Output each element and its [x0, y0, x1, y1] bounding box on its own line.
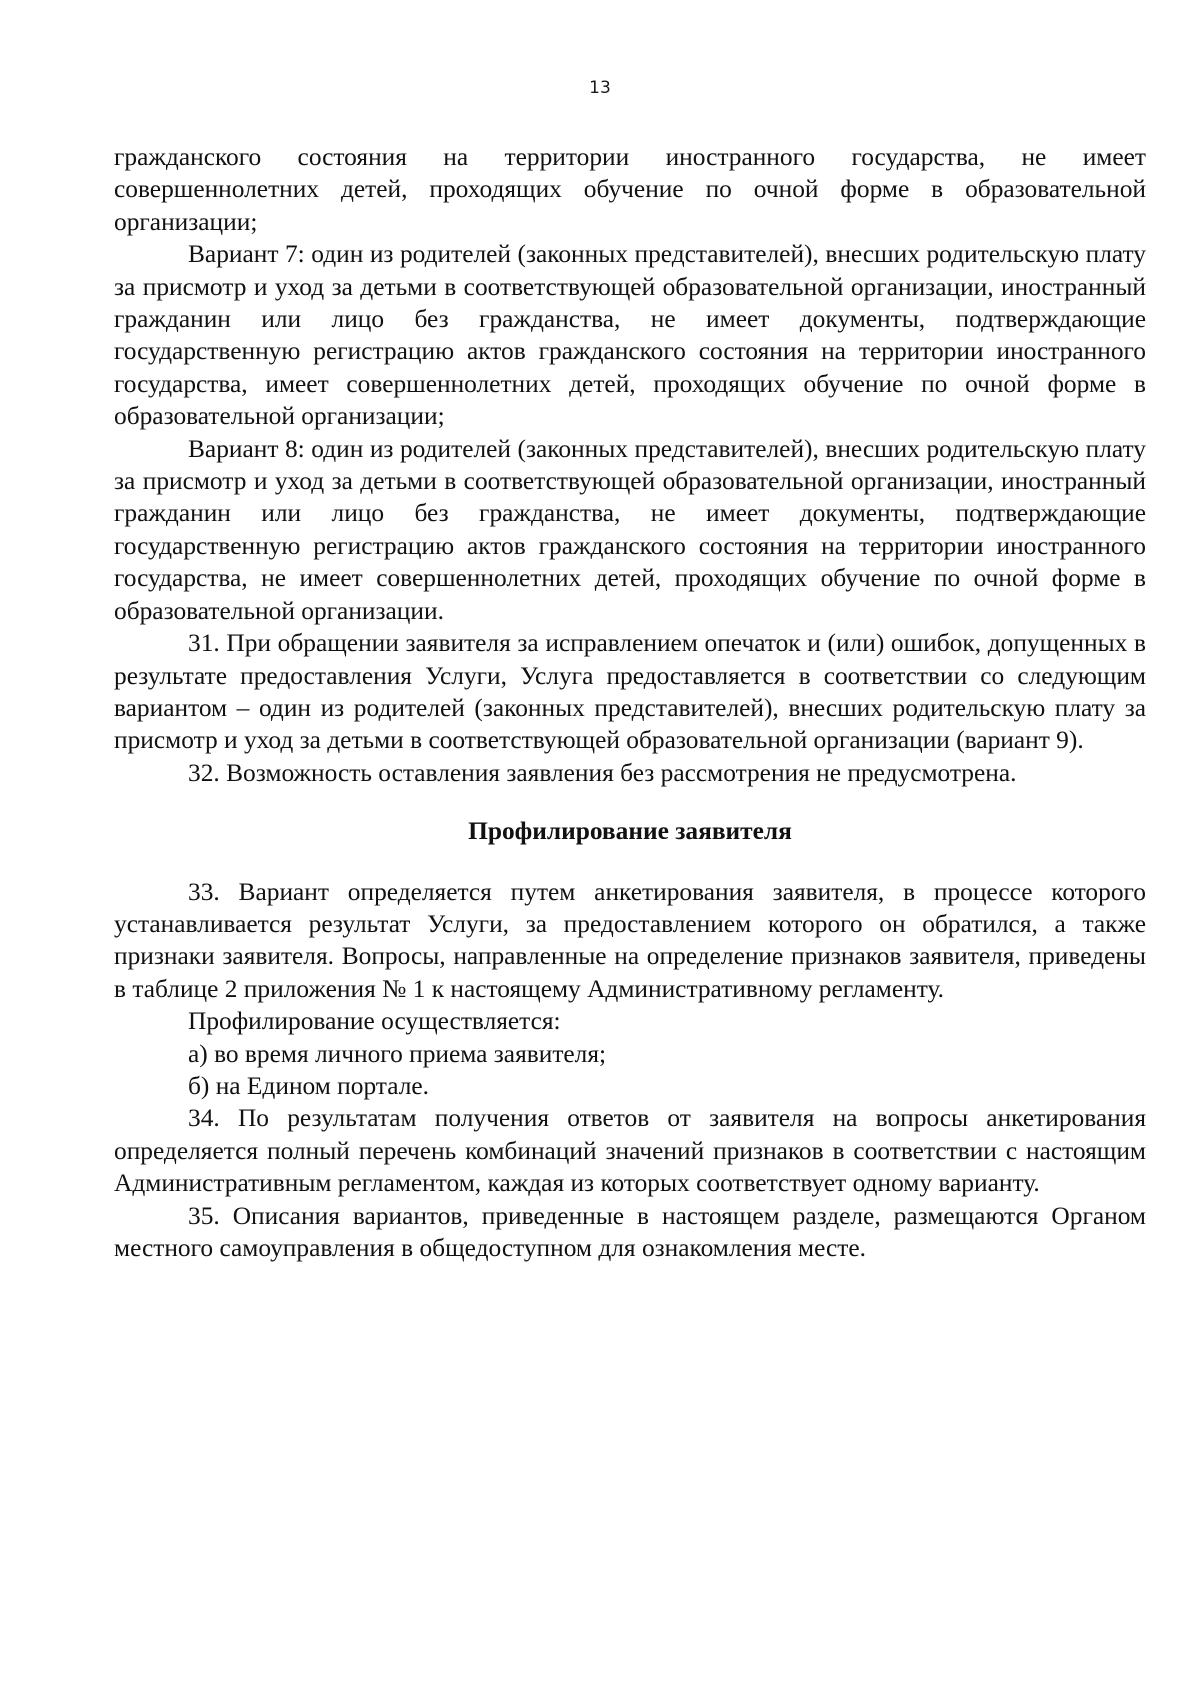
paragraph-profiling-intro: Профилирование осуществляется: [188, 1007, 561, 1036]
section-heading: Профилирование заявителя [468, 817, 792, 846]
paragraph-variant-8: Вариант 8: один из родителей (законных представителей), внесших родительскую плату за присмотр и уход за детьми в соответствующей образовательной организации, иностранный гражданин или лицо без гражданства, не имеет документы, подтверждающие государственную регистрацию актов гражданского состояния на территории иностранного государства, не имеет совершеннолетних детей, проходящих обучение по очной форме в образовательной организации. [114, 434, 1146, 625]
list-item-b: б) на Едином портале. [188, 1071, 429, 1100]
page-body [114, 141, 1146, 1264]
paragraph-35: 35. Описания вариантов, приведенные в настоящем разделе, размещаются Органом местного самоуправления в общедоступном для ознакомления месте. [114, 1201, 1146, 1262]
paragraph-variant-7: Вариант 7: один из родителей (законных представителей), внесших родительскую плату за присмотр и уход за детьми в соответствующей образовательной организации, иностранный гражданин или лицо без гражданства, не имеет документы, подтверждающие государственную регистрацию актов гражданского состояния на территории иностранного государства, имеет совершеннолетних детей, проходящих обучение по очной форме в образовательной организации; [114, 240, 1146, 431]
list-item-a: а) во время личного приема заявителя; [188, 1039, 607, 1068]
paragraph-32: 32. Возможность оставления заявления без рассмотрения не предусмотрена. [188, 758, 1017, 787]
paragraph-33: 33. Вариант определяется путем анкетирования заявителя, в процессе которого устанавливается результат Услуги, за предоставлением которого он обратился, а также признаки заявителя. Вопросы, направленные на определение признаков заявителя, приведены в таблице 2 приложения № 1 к настоящему Административному регламенту. [114, 877, 1146, 1003]
paragraph-continuation: гражданского состояния на территории иностранного государства, не имеет совершеннолетних детей, проходящих обучение по очной форме в образовательной организации; [114, 143, 1146, 236]
page-number: 13 [589, 78, 611, 98]
paragraph-31: 31. При обращении заявителя за исправлением опечаток и (или) ошибок, допущенных в результате предоставления Услуги, Услуга предоставляется в соответствии со следующим вариантом – один из родителей (законных представителей), внесших родительскую плату за присмотр и уход за детьми в соответствующей образовательной организации (вариант 9). [114, 629, 1146, 755]
paragraph-34: 34. По результатам получения ответов от заявителя на вопросы анкетирования определяется полный перечень комбинаций значений признаков в соответствии с настоящим Административным регламентом, каждая из которых соответствует одному варианту. [114, 1104, 1146, 1198]
